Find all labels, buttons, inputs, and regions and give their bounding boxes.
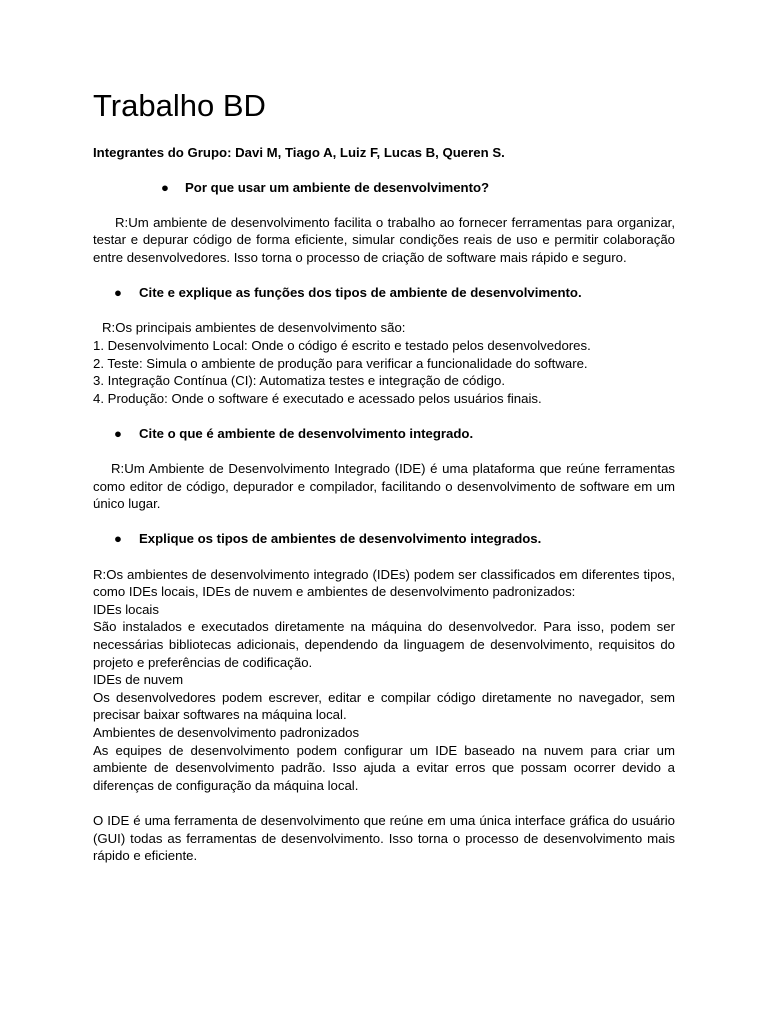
- answer-1: R:Um ambiente de desenvolvimento facilita o trabalho ao fornecer ferramentas para organizar, testar e depurar código de forma eficiente, simular condições reais de uso e permitir colaboração entre desenvolvedores. Isso torna o processo de criação de software mais rápido e seguro.: [93, 214, 675, 265]
- standard-env-heading: Ambientes de desenvolvimento padronizados: [93, 725, 360, 740]
- list-item: 2. Teste: Simula o ambiente de produção para verificar a funcionalidade do software.: [93, 355, 588, 371]
- answer-2-intro: R:Os principais ambientes de desenvolvimento são:: [102, 320, 406, 336]
- question-4: [93, 530, 675, 548]
- local-ide-text: São instalados e executados diretamente na máquina do desenvolvedor. Para isso, podem ser necessárias bibliotecas adicionais, dependendo da linguagem de desenvolvimento, requisitos do projeto e preferências de codificação.: [93, 619, 675, 670]
- ide-closing-paragraph: O IDE é uma ferramenta de desenvolvimento que reúne em uma única interface gráfica do usuário (GUI) todas as ferramentas de desenvolvimento. Isso torna o processo de desenvolvimento mais rápido e eficiente.: [93, 812, 675, 864]
- question-2-text: Cite e explique as funções dos tipos de ambiente de desenvolvimento.: [139, 285, 582, 301]
- question-1-text: Por que usar um ambiente de desenvolvimento?: [185, 179, 490, 195]
- question-2: [93, 284, 675, 302]
- bullet-icon: ●: [114, 285, 122, 301]
- cloud-ide-text: Os desenvolvedores podem escrever, editar e compilar código diretamente no navegador, sem precisar baixar softwares na máquina local.: [93, 689, 675, 723]
- question-3: [93, 425, 675, 443]
- standard-env-text: As equipes de desenvolvimento podem configurar um IDE baseado na nuvem para criar um ambiente de desenvolvimento padrão. Isso ajuda a evitar erros que possam ocorrer devido a diferenças de configuração da máquina local.: [93, 742, 675, 793]
- group-members: Integrantes do Grupo: Davi M, Tiago A, Luiz F, Lucas B, Queren S.: [93, 145, 505, 160]
- question-1: [93, 179, 675, 197]
- question-3-text: Cite o que é ambiente de desenvolvimento integrado.: [139, 425, 474, 441]
- local-ide-heading: IDEs locais: [93, 601, 159, 617]
- answer-4-intro: R:Os ambientes de desenvolvimento integrado (IDEs) podem ser classificados em diferentes tipos, como IDEs locais, IDEs de nuvem e ambientes de desenvolvimento padronizados:: [93, 566, 675, 600]
- bullet-icon: ●: [114, 531, 122, 547]
- bullet-icon: ●: [161, 179, 169, 195]
- list-item: 1. Desenvolvimento Local: Onde o código é escrito e testado pelos desenvolvedores.: [93, 337, 591, 353]
- question-4-text: Explique os tipos de ambientes de desenvolvimento integrados.: [139, 531, 542, 547]
- cloud-ide-heading: IDEs de nuvem: [93, 672, 184, 688]
- environment-list: [93, 337, 675, 407]
- answer-3: R:Um Ambiente de Desenvolvimento Integrado (IDE) é uma plataforma que reúne ferramentas como editor de código, depurador e compilador, facilitando o desenvolvimento de software em um único lugar.: [93, 461, 675, 512]
- page-title: Trabalho BD: [93, 88, 266, 123]
- list-item: 3. Integração Contínua (CI): Automatiza testes e integração de código.: [93, 373, 505, 389]
- bullet-icon: ●: [114, 425, 122, 441]
- list-item: 4. Produção: Onde o software é executado e acessado pelos usuários finais.: [93, 390, 542, 406]
